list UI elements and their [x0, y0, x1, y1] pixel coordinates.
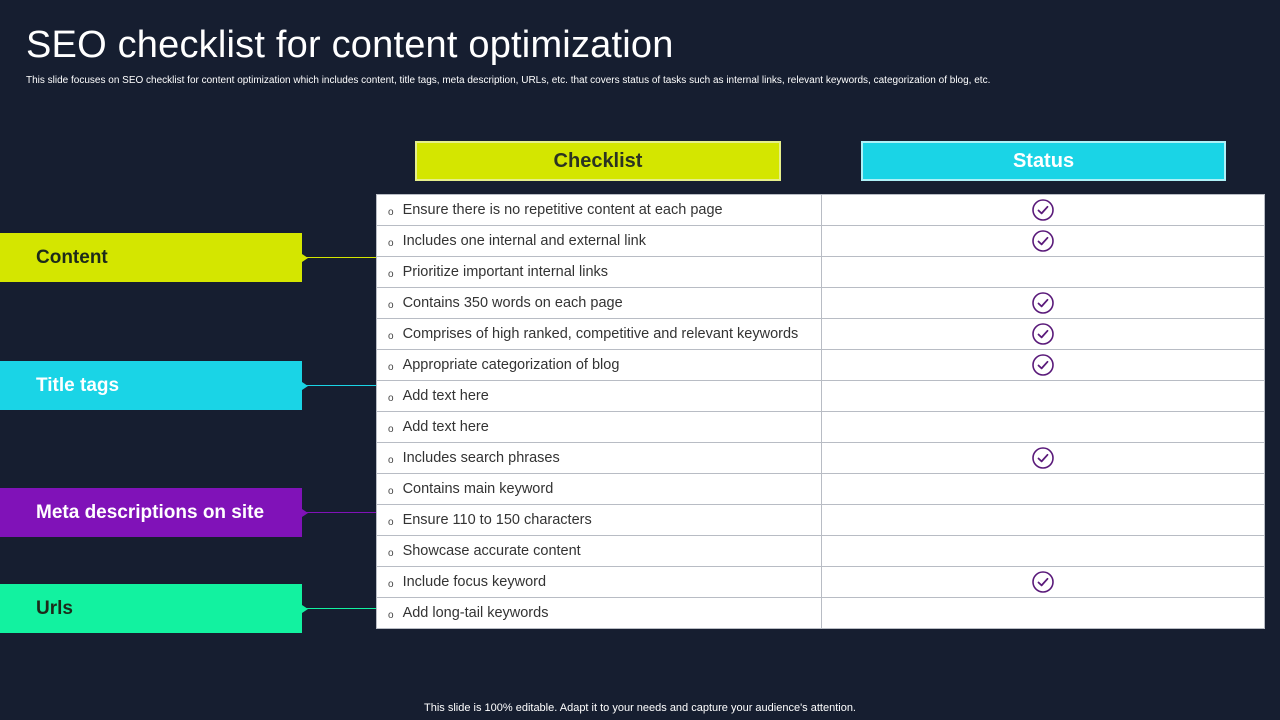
task-text: Add long-tail keywords: [402, 605, 549, 621]
slide-footer: This slide is 100% editable. Adapt it to your needs and capture your audience's attention.: [424, 702, 856, 714]
table-row: [377, 412, 1265, 443]
table-row: [377, 567, 1265, 598]
task-text: Appropriate categorization of blog: [402, 357, 620, 373]
task-cell: [377, 412, 822, 443]
status-cell: [821, 567, 1264, 598]
status-cell: [821, 288, 1264, 319]
bullet-icon: o: [388, 300, 394, 311]
bullet-icon: o: [388, 331, 394, 342]
check-circle-icon: [1032, 199, 1054, 221]
status-cell: [821, 226, 1264, 257]
check-circle-icon: [1032, 571, 1054, 593]
category-label: Meta descriptions on site: [36, 501, 265, 523]
bullet-icon: o: [388, 517, 394, 528]
bullet-icon: o: [388, 455, 394, 466]
status-cell: [821, 381, 1264, 412]
status-cell: [821, 412, 1264, 443]
slide-subtitle: This slide focuses on SEO checklist for content optimization which includes content, title tags, meta description, URLs, etc. that covers status of tasks such as internal links, relevant keywords, categorization of blog, etc.: [26, 75, 991, 86]
task-text: Showcase accurate content: [402, 543, 581, 559]
task-cell: [377, 598, 822, 629]
category-content: [0, 233, 302, 282]
checklist-table: [376, 194, 1265, 629]
task-text: Comprises of high ranked, competitive and relevant keywords: [402, 326, 799, 342]
task-cell: [377, 567, 822, 598]
table-row: [377, 350, 1265, 381]
bullet-icon: o: [388, 362, 394, 373]
status-cell: [821, 350, 1264, 381]
task-text: Includes one internal and external link: [402, 233, 646, 249]
category-label: Content: [36, 246, 108, 268]
task-cell: [377, 319, 822, 350]
table-row: [377, 505, 1265, 536]
check-circle-icon: [1032, 354, 1054, 376]
bullet-icon: o: [388, 424, 394, 435]
task-text: Add text here: [402, 419, 489, 435]
check-circle-icon: [1032, 230, 1054, 252]
category-label: Title tags: [36, 374, 120, 396]
status-cell: [821, 598, 1264, 629]
task-cell: [377, 536, 822, 567]
task-cell: [377, 226, 822, 257]
task-cell: [377, 381, 822, 412]
status-cell: [821, 319, 1264, 350]
task-cell: [377, 505, 822, 536]
task-text: Contains main keyword: [402, 481, 554, 497]
bullet-icon: o: [388, 579, 394, 590]
bullet-icon: o: [388, 207, 394, 218]
status-cell: [821, 195, 1264, 226]
slide-title: SEO checklist for content optimization: [26, 24, 674, 66]
table-row: [377, 443, 1265, 474]
task-cell: [377, 288, 822, 319]
check-circle-icon: [1032, 447, 1054, 469]
category-connector: [302, 257, 376, 258]
category-connector: [302, 608, 376, 609]
table-row: [377, 226, 1265, 257]
bullet-icon: o: [388, 393, 394, 404]
check-circle-icon: [1032, 292, 1054, 314]
table-row: [377, 536, 1265, 567]
category-meta-descriptions: [0, 488, 302, 537]
task-text: Ensure 110 to 150 characters: [402, 512, 592, 528]
task-text: Ensure there is no repetitive content at each page: [402, 202, 723, 218]
task-cell: [377, 195, 822, 226]
table-row: [377, 598, 1265, 629]
status-cell: [821, 536, 1264, 567]
task-cell: [377, 350, 822, 381]
category-connector: [302, 385, 376, 386]
task-text: Contains 350 words on each page: [402, 295, 623, 311]
task-cell: [377, 257, 822, 288]
status-cell: [821, 443, 1264, 474]
table-row: [377, 195, 1265, 226]
category-label: Urls: [36, 597, 73, 619]
bullet-icon: o: [388, 548, 394, 559]
task-text: Includes search phrases: [402, 450, 560, 466]
category-title-tags: [0, 361, 302, 410]
status-cell: [821, 257, 1264, 288]
bullet-icon: o: [388, 269, 394, 280]
bullet-icon: o: [388, 238, 394, 249]
checklist-header: Checklist: [415, 141, 781, 181]
check-circle-icon: [1032, 323, 1054, 345]
table-row: [377, 474, 1265, 505]
bullet-icon: o: [388, 486, 394, 497]
status-cell: [821, 474, 1264, 505]
category-connector: [302, 512, 376, 513]
status-header: Status: [861, 141, 1226, 181]
task-cell: [377, 443, 822, 474]
task-text: Include focus keyword: [402, 574, 547, 590]
task-text: Prioritize important internal links: [402, 264, 609, 280]
status-cell: [821, 505, 1264, 536]
table-row: [377, 288, 1265, 319]
task-text: Add text here: [402, 388, 489, 404]
category-urls: [0, 584, 302, 633]
table-row: [377, 381, 1265, 412]
table-row: [377, 319, 1265, 350]
task-cell: [377, 474, 822, 505]
bullet-icon: o: [388, 610, 394, 621]
table-row: [377, 257, 1265, 288]
